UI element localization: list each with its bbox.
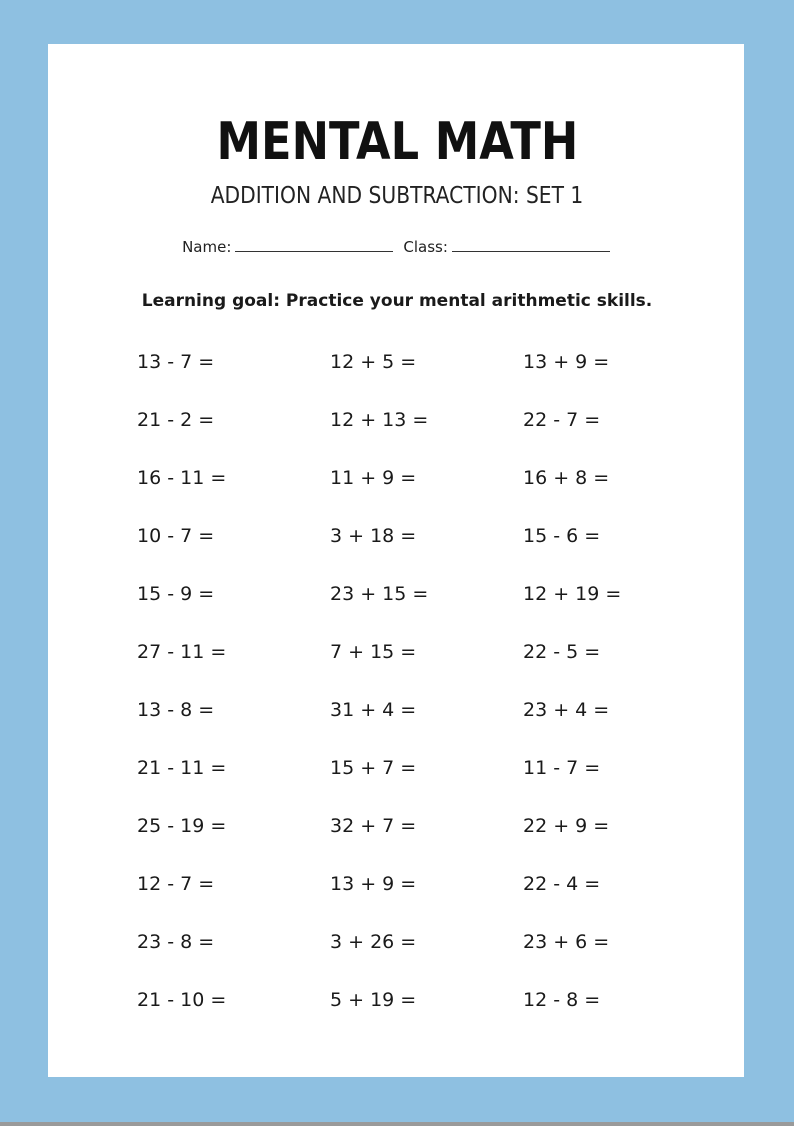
problem: 12 - 8 = [523, 989, 601, 1011]
problem: 23 - 8 = [137, 931, 215, 953]
problem: 22 - 7 = [523, 409, 601, 431]
problem: 16 + 8 = [523, 467, 610, 489]
class-label: Class: [403, 238, 448, 256]
name-label: Name: [182, 238, 232, 256]
problem: 22 + 9 = [523, 815, 610, 837]
problem: 23 + 15 = [330, 583, 429, 605]
worksheet-subtitle: ADDITION AND SUBTRACTION: SET 1 [210, 183, 584, 209]
problem: 23 + 4 = [523, 699, 610, 721]
problem: 11 - 7 = [523, 757, 601, 779]
problem: 27 - 11 = [137, 641, 227, 663]
problem: 13 - 8 = [137, 699, 215, 721]
name-class-line [0, 236, 794, 258]
problem: 11 + 9 = [330, 467, 417, 489]
problem: 3 + 26 = [330, 931, 417, 953]
problem: 22 - 5 = [523, 641, 601, 663]
problem: 5 + 19 = [330, 989, 417, 1011]
problem-grid [137, 347, 697, 1043]
problem: 21 - 10 = [137, 989, 227, 1011]
worksheet-title: MENTAL MATH [216, 112, 579, 172]
problem: 7 + 15 = [330, 641, 417, 663]
problem: 10 - 7 = [137, 525, 215, 547]
problem: 13 + 9 = [523, 351, 610, 373]
problem: 21 - 11 = [137, 757, 227, 779]
problem: 15 - 6 = [523, 525, 601, 547]
problem: 12 - 7 = [137, 873, 215, 895]
problem: 32 + 7 = [330, 815, 417, 837]
name-blank[interactable] [235, 236, 393, 252]
problem: 31 + 4 = [330, 699, 417, 721]
problem: 12 + 5 = [330, 351, 417, 373]
problem: 15 + 7 = [330, 757, 417, 779]
page-bottom-edge [0, 1122, 794, 1126]
problem: 13 - 7 = [137, 351, 215, 373]
problem: 25 - 19 = [137, 815, 227, 837]
problem: 12 + 13 = [330, 409, 429, 431]
learning-goal: Learning goal: Practice your mental arithmetic skills. [141, 291, 653, 311]
problem: 21 - 2 = [137, 409, 215, 431]
problem: 12 + 19 = [523, 583, 622, 605]
problem: 22 - 4 = [523, 873, 601, 895]
class-blank[interactable] [452, 236, 610, 252]
problem: 13 + 9 = [330, 873, 417, 895]
problem: 16 - 11 = [137, 467, 227, 489]
problem: 3 + 18 = [330, 525, 417, 547]
problem: 23 + 6 = [523, 931, 610, 953]
problem: 15 - 9 = [137, 583, 215, 605]
